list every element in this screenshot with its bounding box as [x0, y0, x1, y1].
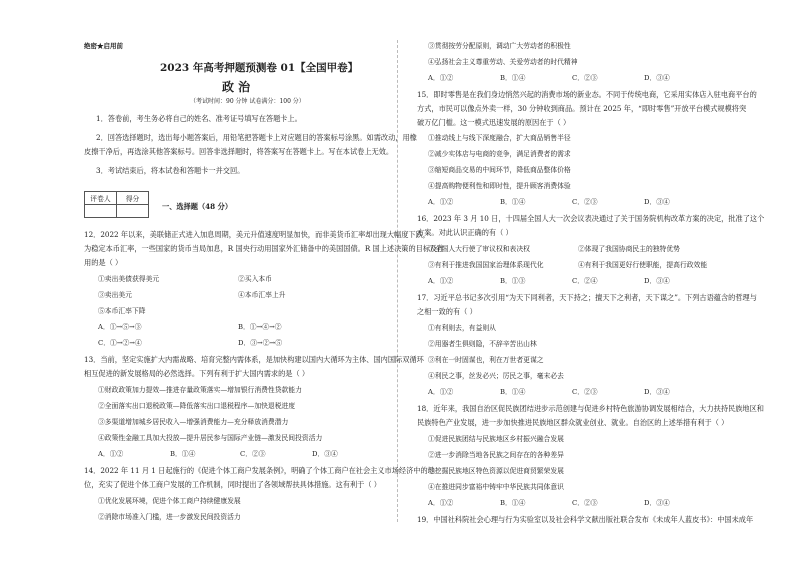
- section-title: 一、选择题（48 分）: [162, 202, 233, 211]
- q16-line-1: 16．2023 年 3 月 10 日，十四届全国人大一次会议表决通过了关于国务院机构改革方案的决定，批准了这个: [417, 214, 765, 223]
- grader-cell[interactable]: [85, 205, 117, 218]
- q12-answer-c[interactable]: C．①→②→④: [98, 339, 142, 347]
- q17-line-1: 17．习近平总书记多次引用“为天下同利者，天下持之；擅天下之利者，天下谋之”。下列古语蕴含的哲理与: [417, 293, 757, 302]
- q14-answer-b[interactable]: B．①④: [500, 74, 526, 82]
- q12-line-2: 为稳定本币汇率，一些国家的货币当局加息，R 国央行动用国家外汇储备中的美国国债。R 国上述决策的目标及作: [84, 244, 445, 253]
- q12-line-3: 用的是（ ）: [84, 258, 123, 267]
- q17-opt-1: ①有利则去，有益则从: [428, 324, 496, 332]
- q18-line-2: 民族特色产业发展，进一步加快推进民族地区群众就业创业、就业。自治区的上述举措有利于（ ）: [417, 418, 729, 427]
- q15-opt-2: ②减少实体店与电商的竞争，满足消费者的需求: [428, 150, 571, 158]
- q16-answer-d[interactable]: D．③④: [644, 277, 670, 285]
- q12-answer-a[interactable]: A．①→⑤→③: [98, 323, 142, 331]
- q13-line-1: 13．当前，坚定实施扩大内需战略、培育完整内需体系，是加快构建以国内大循环为主体、国内国际双循环: [84, 355, 424, 364]
- q16-opt-4: ④有利于我国更好行使职能，提高行政效能: [578, 261, 708, 269]
- q18-opt-2: ②进一步消除当地各民族之间存在的各种差异: [428, 451, 564, 459]
- grader-header: 评卷人: [85, 192, 117, 205]
- q16-opt-2: ②体现了我国协商民主的独特优势: [578, 245, 680, 253]
- q14-answer-d[interactable]: D．③④: [644, 74, 670, 82]
- q14-line-1: 14．2022 年 11 月 1 日起施行的《促进个体工商户发展条例》，明确了个体工商户在社会主义市场经济中的地: [84, 466, 435, 475]
- q17-line-2: 之相一致的有（ ）: [417, 307, 477, 316]
- q13-line-2: 相互促进的新发展格局的必然选择。下列有利于扩大国内需求的是（ ）: [84, 369, 310, 378]
- q16-opt-3: ③有利于推进我国国家治理体系现代化: [428, 261, 544, 269]
- q12-opt-2: ②买入本币: [238, 275, 272, 283]
- q15-line-2: 方式，市民可以像点外卖一样，30 分钟收到商品。预计在 2025 年，“即时零售”开放平台模式规模将突: [417, 104, 747, 113]
- q13-answer-a[interactable]: A．①②: [98, 450, 124, 458]
- q15-opt-3: ③缩短商品交易的中间环节，降低商品整体价格: [428, 166, 571, 174]
- note-2: 2．回答选择题时，选出每小题答案后，用铅笔把答题卡上对应题目的答案标号涂黑。如需改动，用橡: [96, 133, 417, 142]
- q17-opt-2: ②用器者生俱则隐，不辞辛苦出山林: [428, 340, 537, 348]
- q15-line-3: 破万亿门槛。这一模式迅速发展的原因在于（ ）: [417, 118, 571, 127]
- q16-answer-a[interactable]: A．①②: [428, 277, 454, 285]
- q18-opt-3: ③挖掘民族地区特色资源以促进商贸繁荣发展: [428, 467, 564, 475]
- q15-answer-c[interactable]: C．②③: [572, 198, 598, 206]
- q13-answer-d[interactable]: D．③④: [312, 450, 338, 458]
- q12-line-1: 12．2022 年以来，美联储正式进入加息周期，美元升值速度明显加快，而非美货币汇率却出现大幅度下跌，: [84, 230, 430, 239]
- q18-line-1: 18．近年来，我国自治区促民族团结进步示范创建与促进乡村特色旅游协调发展相结合，大力扶持民族地区和: [417, 404, 764, 413]
- q18-answer-b[interactable]: B．①④: [500, 499, 526, 507]
- q12-opt-3: ③卖出美元: [98, 291, 132, 299]
- q17-answer-d[interactable]: D．③④: [644, 388, 670, 396]
- q14-answer-a[interactable]: A．①②: [428, 74, 454, 82]
- q12-answer-b[interactable]: B．①→④→②: [238, 323, 282, 331]
- exam-info: （考试时间：90 分钟 试卷满分：100 分）: [190, 98, 305, 105]
- q18-opt-1: ①促进民族团结与民族地区乡村振兴融合发展: [428, 435, 564, 443]
- score-cell[interactable]: [117, 205, 149, 218]
- q14-opt-4: ④弘扬社会主义尊重劳动、关爱劳动者的时代精神: [428, 58, 578, 66]
- q12-answer-d[interactable]: D．③→②→⑤: [238, 339, 283, 347]
- q17-opt-3: ③利在一时固谋也，利在万世者更谋之: [428, 356, 544, 364]
- q17-opt-4: ④利民之事，丝发必兴；厉民之事，毫末必去: [428, 372, 564, 380]
- q14-answer-c[interactable]: C．②③: [572, 74, 598, 82]
- q16-line-2: 方案。对此认识正确的有（ ）: [417, 228, 513, 237]
- q17-answer-b[interactable]: B．①④: [500, 388, 526, 396]
- q18-answer-d[interactable]: D．③④: [644, 499, 670, 507]
- q17-answer-c[interactable]: C．②③: [572, 388, 598, 396]
- q15-answer-d[interactable]: D．③④: [644, 198, 670, 206]
- note-3: 3．考试结束后，将本试卷和答题卡一并交回。: [96, 166, 245, 175]
- q13-answer-c[interactable]: C．②③: [240, 450, 266, 458]
- q15-opt-4: ④提高购物便利性和即时性，提升顾客消费体验: [428, 182, 571, 190]
- q12-opt-1: ①卖出美债获得美元: [98, 275, 160, 283]
- note-1: 1．答卷前，考生务必将自己的姓名、准考证号填写在答题卡上。: [96, 114, 302, 123]
- q13-opt-4: ④政策性金融工具加大投放—提升居民参与国际产业链—激发民间投资活力: [98, 434, 323, 442]
- q14-opt-1: ①优化发展环境，促进个体工商户持续健康发展: [98, 497, 241, 505]
- q16-opt-1: ①全国人大行使了审议权和表决权: [428, 245, 530, 253]
- q18-opt-4: ④在推进同步富裕中铸牢中华民族共同体意识: [428, 483, 564, 491]
- q15-opt-1: ①推动线上与线下深度融合，扩大商品销售半径: [428, 134, 571, 142]
- q18-answer-a[interactable]: A．①②: [428, 499, 454, 507]
- q13-answer-b[interactable]: B．①④: [170, 450, 196, 458]
- q13-opt-2: ②全面落实出口退税政策—降低落实出口退税程序—加快退税进度: [98, 402, 296, 410]
- confidential-label: 绝密★启用前: [84, 42, 123, 50]
- q13-opt-3: ③多渠道增加城乡居民收入—增强消费能力—充分释放消费潜力: [98, 418, 289, 426]
- q14-opt-3: ③贯彻按劳分配原则，调动广大劳动者的积极性: [428, 42, 571, 50]
- subject-title: 政 治: [222, 80, 251, 94]
- q15-answer-a[interactable]: A．①②: [428, 198, 454, 206]
- q16-answer-b[interactable]: B．①③: [500, 277, 526, 285]
- q15-line-1: 15．即时零售是在我们身边悄然兴起的消费市场的新业态。不同于传统电商，它采用实体店入驻电商平台的: [417, 90, 757, 99]
- q12-opt-4: ④本币汇率上升: [238, 291, 286, 299]
- q16-answer-c[interactable]: C．②④: [572, 277, 598, 285]
- score-table: [84, 191, 149, 218]
- note-2-cont: 皮擦干净后，再选涂其他答案标号。回答非选择题时，将答案写在答题卡上。写在本试卷上无效。: [84, 147, 394, 156]
- q17-answer-a[interactable]: A．①②: [428, 388, 454, 396]
- score-header: 得分: [117, 192, 149, 205]
- q15-answer-b[interactable]: B．①④: [500, 198, 526, 206]
- q19-line-1: 19．中国社科院社会心理与行为实验室以及社会科学文献出版社联合发布《未成年人蓝皮书》：中国未成年: [417, 515, 754, 524]
- q18-answer-c[interactable]: C．②③: [572, 499, 598, 507]
- q12-opt-5: ⑤本币汇率下降: [98, 307, 146, 315]
- exam-title: 2023 年高考押题预测卷 01【全国甲卷】: [160, 62, 359, 74]
- column-divider: [397, 40, 398, 522]
- q14-line-2: 位，充实了促进个体工商户发展的工作机制，同时提出了各领域帮扶具体措施。这有利于（ ）: [84, 480, 381, 489]
- q13-opt-1: ①财政政策加力提效—推进存量政策落实—增加银行消费性贷款能力: [98, 386, 302, 394]
- q14-opt-2: ②消除市场准入门槛，进一步激发民间投资活力: [98, 513, 241, 521]
